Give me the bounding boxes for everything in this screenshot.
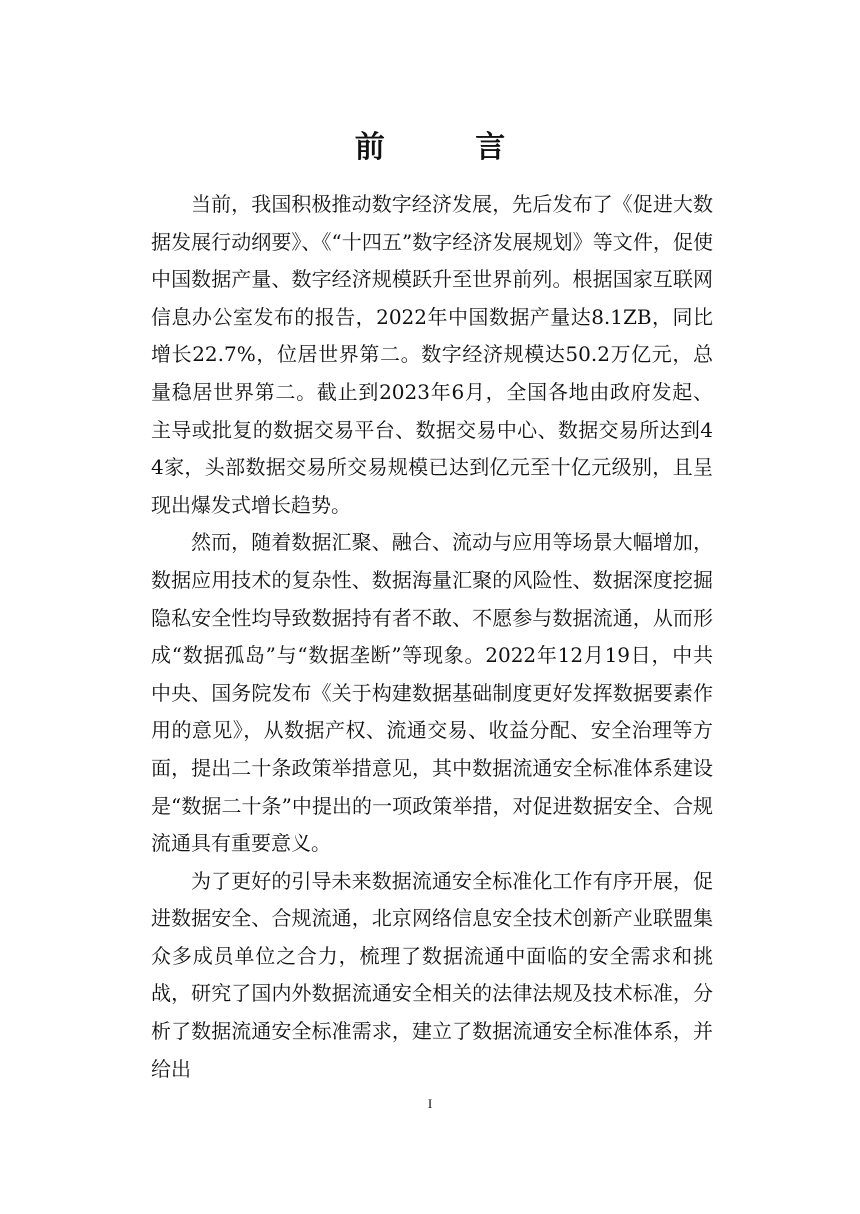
paragraph-2: 然而，随着数据汇聚、融合、流动与应用等场景大幅增加，数据应用技术的复杂性、数据海量汇聚的风险性、数据深度挖掘隐私安全性均导致数据持有者不敢、不愿参与数据流通，从而形成“数据孤岛”与“数据垄断”等现象。2022年12月19日，中共中央、国务院发布《关于构建数据基础制度更好发挥数据要素作用的意见》，从数据产权、流通交易、收益分配、安全治理等方面，提出二十条政策举措意见，其中数据流通安全标准体系建设是“数据二十条”中提出的一项政策举措，对促进数据安全、合规流通具有重要意义。 <box>151 530 713 856</box>
page-number: I <box>427 1096 433 1111</box>
paragraph-1: 当前，我国积极推动数字经济发展，先后发布了《促进大数据发展行动纲要》、《“十四五”数字经济发展规划》等文件，促使中国数据产量、数字经济规模跃升至世界前列。根据国家互联网信息办公室发布的报告，2022年中国数据产量达8.1ZB，同比增长22.7%，位居世界第二。数字经济规模达50.2万亿元，总量稳居世界第二。截止到2023年6月，全国各地由政府发起、主导或批复的数据交易平台、数据交易中心、数据交易所达到44家，头部数据交易所交易规模已达到亿元至十亿元级别，且呈现出爆发式增长趋势。 <box>151 192 713 517</box>
page-title: 前 言 <box>354 130 546 165</box>
paragraph-3: 为了更好的引导未来数据流通安全标准化工作有序开展，促进数据安全、合规流通，北京网络信息安全技术创新产业联盟集众多成员单位之合力，梳理了数据流通中面临的安全需求和挑战，研究了国内外数据流通安全相关的法律法规及技术标准，分析了数据流通安全标准需求，建立了数据流通安全标准体系，并给出 <box>151 868 713 1081</box>
body-text <box>151 186 713 1088</box>
